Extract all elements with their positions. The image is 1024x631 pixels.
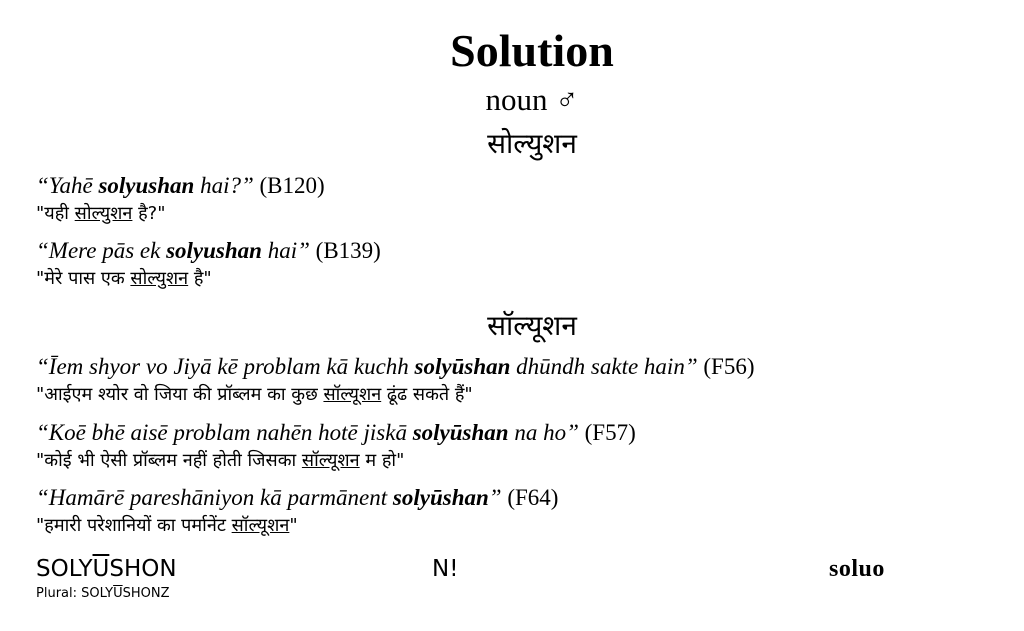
devanagari-text: " (289, 515, 298, 536)
devanagari-keyword: सॉल्यूशन (301, 450, 360, 471)
transliteration-text: “Mere pās ek (36, 238, 167, 263)
devanagari-text: "हमारी परेशानियों का पर्मानेंट (36, 515, 232, 536)
transliteration-text: ” (488, 485, 502, 510)
pronunciation-text: SOLY (36, 556, 93, 582)
devanagari-text: है" (188, 268, 212, 289)
devanagari-keyword: सोल्युशन (74, 203, 133, 224)
devanagari-text: म हो" (359, 450, 405, 471)
plural-label: Plural: (36, 586, 82, 601)
variant-heading: सॉल्यूशन (487, 309, 577, 342)
keyword: solyūshan (414, 354, 511, 379)
example-sentence (36, 485, 558, 537)
transliteration-text: “Koē bhē aisē problam nahēn hotē jiskā (36, 420, 413, 445)
plural-text: SOLY (81, 586, 114, 601)
transliteration-text: hai?” (194, 173, 254, 198)
transliteration (36, 420, 636, 446)
headword: Solution (450, 25, 614, 76)
transliteration-text: hai” (261, 238, 310, 263)
transliteration (36, 173, 325, 199)
origin-marker: N! (432, 556, 459, 582)
example-sentence (36, 420, 636, 472)
source-reference: (B120) (253, 173, 325, 198)
plural-macron-letter: $\overline{U}$ (113, 586, 123, 601)
devanagari-text: ढूंढ सकते हैं" (381, 384, 473, 405)
devanagari-text: "मेरे पास एक (36, 268, 131, 289)
devanagari-sentence (36, 266, 381, 290)
keyword: solyūshan (392, 485, 489, 510)
source-reference: (F56) (697, 354, 755, 379)
source-reference: (F64) (501, 485, 559, 510)
plural-form (36, 586, 177, 601)
pronunciation-block (36, 556, 177, 601)
devanagari-keyword: सॉल्यूशन (231, 515, 290, 536)
devanagari-keyword: सोल्युशन (130, 268, 189, 289)
devanagari-sentence (36, 201, 325, 225)
keyword: solyushan (166, 238, 262, 263)
transliteration-text: “Hamārē pareshāniyon kā parmānent (36, 485, 393, 510)
devanagari-text: "यही (36, 203, 75, 224)
keyword: solyushan (98, 173, 195, 198)
source-reference: (B139) (309, 238, 381, 263)
pronunciation-text: SHON (109, 556, 177, 582)
devanagari-sentence (36, 513, 558, 537)
transliteration-text: “Īem shyor vo Jiyā kē problam kā kuchh (36, 354, 415, 379)
pronunciation (36, 556, 177, 582)
example-sentence (36, 354, 755, 406)
devanagari-sentence (36, 448, 636, 472)
devanagari-keyword: सॉल्यूशन (323, 384, 382, 405)
variant-heading: सोल्युशन (487, 127, 577, 160)
devanagari-text: है?" (132, 203, 166, 224)
transliteration-text: dhūndh sakte hain” (510, 354, 698, 379)
pronunciation-macron-letter: $\overline{U}$ (92, 556, 110, 582)
keyword: solyūshan (412, 420, 509, 445)
source-reference: (F57) (578, 420, 636, 445)
devanagari-text: "कोई भी ऐसी प्रॉब्लम नहीं होती जिसका (36, 450, 302, 471)
example-sentence (36, 238, 381, 290)
transliteration (36, 354, 755, 380)
devanagari-text: "आईएम श्योर वो जिया की प्रॉब्लम का कुछ (36, 384, 324, 405)
transliteration (36, 238, 381, 264)
example-sentence (36, 173, 325, 225)
part-of-speech: noun ♂ (485, 82, 579, 117)
etymology: soluo (829, 556, 885, 582)
transliteration-text: “Yahē (36, 173, 99, 198)
transliteration (36, 485, 558, 511)
transliteration-text: na ho” (508, 420, 579, 445)
plural-text: SHONZ (122, 586, 170, 601)
devanagari-sentence (36, 382, 755, 406)
